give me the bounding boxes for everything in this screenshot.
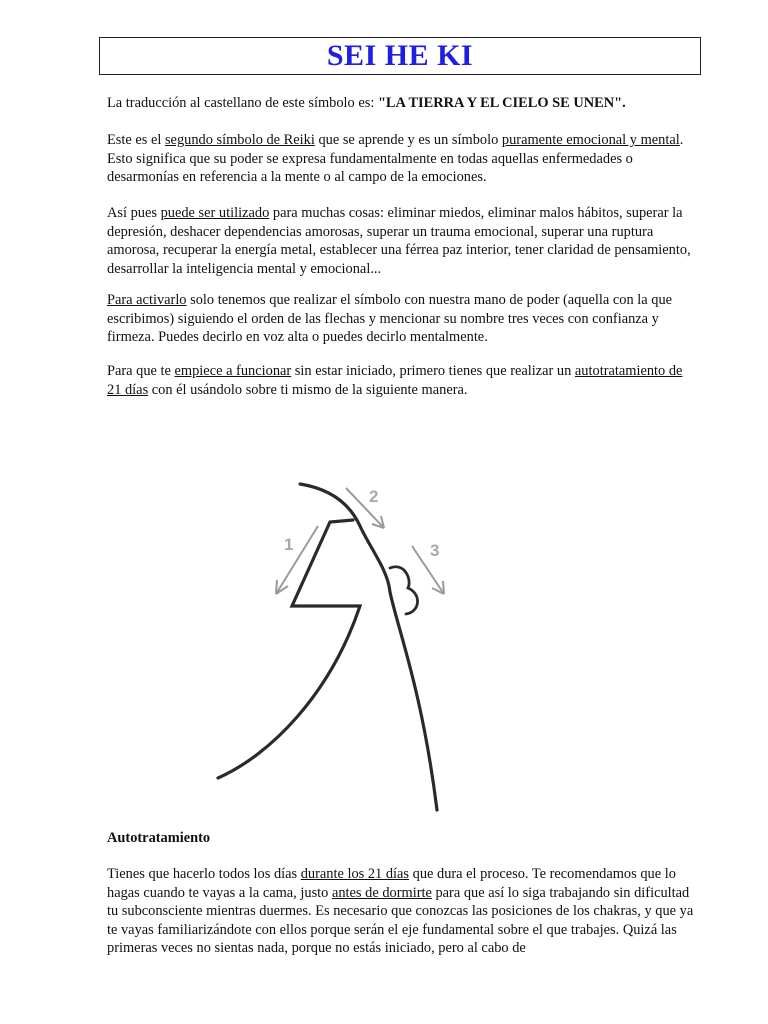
underlined-emotional-mental: puramente emocional y mental: [501, 132, 680, 148]
text-span: Para que te: [107, 363, 175, 379]
underlined-to-activate: Para activarlo: [107, 292, 187, 308]
arrow-3-number: 3: [430, 541, 440, 560]
symbol-stroke: [300, 484, 440, 810]
underlined-self-treatment: autotratamiento de 21 días: [107, 363, 683, 398]
paragraph-translation: [107, 94, 697, 113]
arrow-1-number: 1: [284, 535, 294, 554]
arrow-1-head: [276, 580, 288, 594]
text-span: que dura el proceso. Te recomendamos que lo hagas cuando te vayas a la cama, justo: [107, 866, 676, 901]
paragraph-uses: [107, 204, 697, 278]
underlined-during-21-days: durante los 21 días: [300, 866, 410, 882]
sei-he-ki-symbol-figure: [200, 470, 480, 820]
section-heading-autotratamiento: Autotratamiento: [107, 830, 211, 846]
text-span: Este es el: [107, 132, 165, 148]
underlined-start-working: empiece a funcionar: [174, 363, 292, 379]
text-span: para que así lo siga trabajando sin dificultad tu subconsciente mientras duermes. Es necesario que conozcas las posiciones de los chakras, y que ya te vayas familiarizándote con ellos porque serán el eje fundamental sobre el que trabajes. Quizá las primeras veces no sientas nada, porque no estás iniciado, pero al cabo de: [107, 884, 694, 956]
underlined-second-symbol: segundo símbolo de Reiki: [164, 132, 315, 148]
text-span: que se aprende y es un símbolo: [314, 132, 502, 148]
paragraph-description: [107, 131, 697, 187]
page-title: SEI HE KI: [326, 39, 474, 72]
text-span: Tienes que hacerlo todos los días: [107, 866, 301, 882]
arrow-3-head: [432, 581, 444, 594]
text-span: sin estar iniciado, primero tienes que realizar un: [291, 363, 575, 379]
paragraph-activation: [107, 291, 697, 347]
title-box: [99, 37, 701, 75]
text-span: para muchas cosas: eliminar miedos, eliminar malos hábitos, superar la depresión, deshacer dependencias amorosas, superar un trauma emocional, superar una ruptura amorosa, recuperar la energía metal, establecer una férrea paz interior, tener claridad de pensamiento, desarrollar la inteligencia mental y emocional...: [107, 205, 691, 277]
paragraph-start: [107, 362, 697, 399]
translation-quote: "LA TIERRA Y EL CIELO SE UNEN".: [377, 95, 626, 111]
translation-intro: La traducción al castellano de este símbolo es:: [107, 95, 378, 111]
underlined-before-sleep: antes de dormirte: [331, 884, 432, 901]
paragraph-self-treatment: [107, 865, 697, 958]
text-span: . Esto significa que su poder se expresa fundamentalmente en todas aquellas enfermedades o desarmonías en referencia a la mente o al campo de la emociones.: [107, 132, 684, 185]
text-span: solo tenemos que realizar el símbolo con nuestra mano de poder (aquella con la que escribimos) siguiendo el orden de las flechas y mencionar su nombre tres veces con confianza y firmeza. Puedes decirlo en voz alta o puedes decirlo mentalmente.: [107, 292, 673, 345]
symbol-stroke-zigzag: [218, 520, 360, 778]
text-span: con él usándolo sobre ti mismo de la siguiente manera.: [148, 381, 468, 398]
text-span: Así pues: [107, 205, 161, 221]
arrow-2-number: 2: [369, 487, 379, 506]
underlined-can-be-used: puede ser utilizado: [160, 205, 270, 221]
